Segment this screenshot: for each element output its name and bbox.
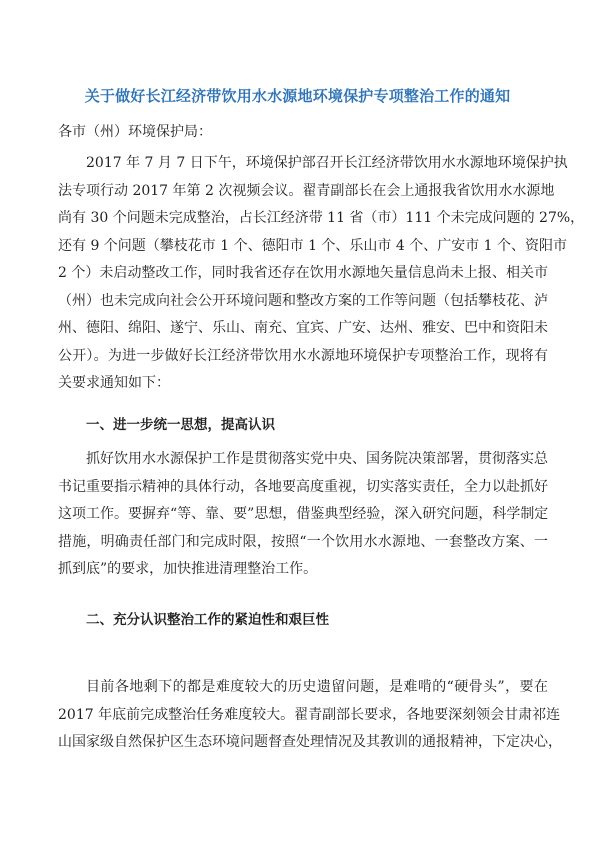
paragraph-line: 书记重要指示精神的具体行动，各地要高度重视，切实落实责任，全力以赴抓好 — [58, 478, 548, 495]
paragraph-line: 州、德阳、绵阳、遂宁、乐山、南充、宜宾、广安、达州、雅安、巴中和资阳未 — [58, 320, 548, 336]
document-title: 关于做好长江经济带饮用水水源地环境保护专项整治工作的通知 — [84, 87, 511, 105]
paragraph-3 — [58, 674, 562, 757]
paragraph-1 — [58, 150, 585, 398]
paragraph-line: 目前各地剩下的都是难度较大的历史遗留问题，是难啃的“硬骨头”，要在 — [86, 679, 548, 695]
section-heading-1: 一、进一步统一思想，提高认识 — [86, 417, 275, 433]
paragraph-line: 公开）。为进一步做好长江经济带饮用水水源地环境保护专项整治工作，现将有 — [58, 347, 548, 364]
paragraph-line: 还有 9 个问题（攀枝花市 1 个、德阳市 1 个、乐山市 4 个、广安市 1 个、资阳市 — [58, 237, 568, 254]
paragraph-2 — [58, 446, 548, 584]
paragraph-line: 2017 年底前完成整治任务难度较大。翟青副部长要求，各地要深刻领会甘肃祁连 — [58, 706, 561, 723]
paragraph-line: 山国家级自然保护区生态环境问题督查处理情况及其教训的通报精神，下定决心， — [58, 734, 562, 750]
salutation: 各市（州）环境保护局： — [58, 124, 212, 140]
paragraph-line: 法专项行动 2017 年第 2 次视频会议。翟青副部长在会上通报我省饮用水水源地 — [58, 182, 555, 199]
paragraph-line: 措施，明确责任部门和完成时限，按照“一个饮用水水源地、一套整改方案、一 — [58, 533, 548, 550]
paragraph-line: 2 个）未启动整改工作，同时我省还存在饮用水源地矢量信息尚未上报、相关市 — [58, 265, 548, 281]
paragraph-line: 抓到底”的要求，加快推进清理整治工作。 — [58, 561, 318, 577]
paragraph-line: 2017 年 7 月 7 日下午，环境保护部召开长江经济带饮用水水源地环境保护执 — [86, 155, 568, 171]
section-heading-2: 二、充分认识整治工作的紧迫性和艰巨性 — [86, 612, 329, 628]
paragraph-line: 这项工作。要摒弃“等、靠、要”思想，借鉴典型经验，深入研究问题，科学制定 — [58, 506, 549, 522]
paragraph-line: 尚有 30 个问题未完成整治，占长江经济带 11 省（市）111 个未完成问题的 27%， — [58, 210, 585, 226]
paragraph-line: 关要求通知如下： — [58, 375, 170, 391]
paragraph-line: 抓好饮用水水源保护工作是贯彻落实党中央、国务院决策部署，贯彻落实总 — [86, 451, 548, 467]
paragraph-line: （州）也未完成向社会公开环境问题和整改方案的工作等问题（包括攀枝花、泸 — [58, 292, 548, 309]
